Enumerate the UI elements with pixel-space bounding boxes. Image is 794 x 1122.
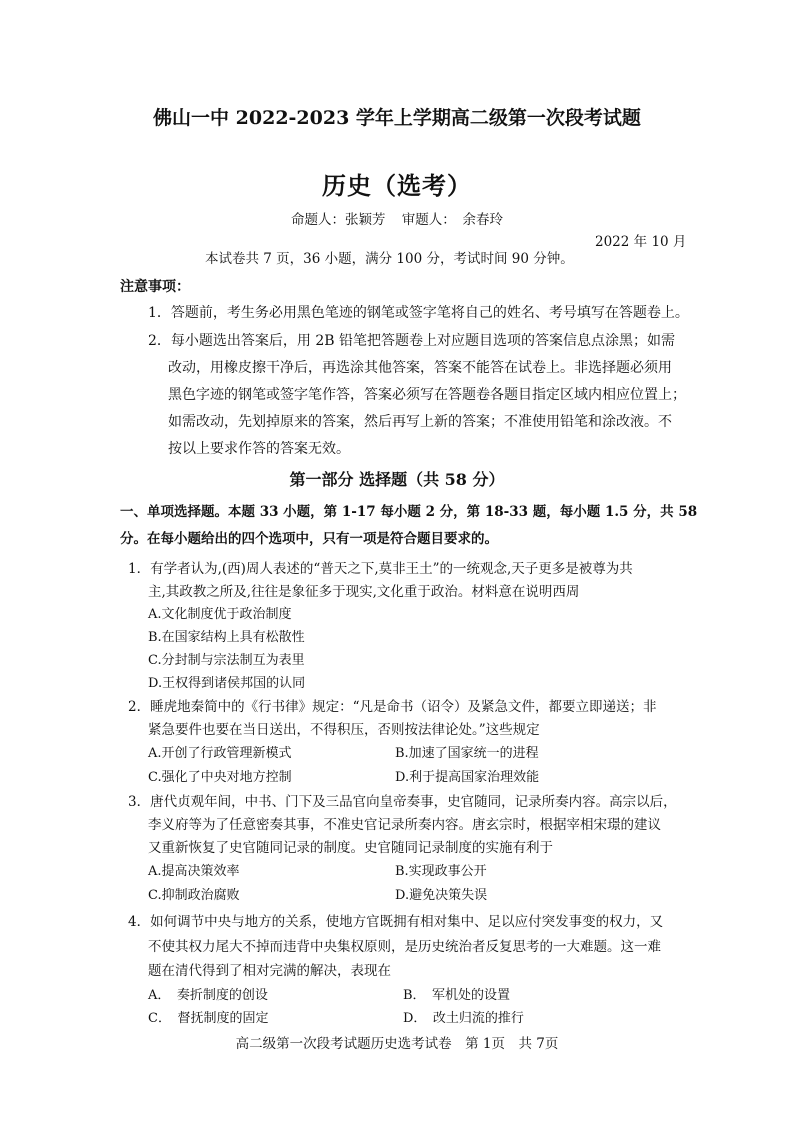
option-c: C.分封制与宗法制互为表里 [148,653,305,668]
question-stem: 3．唐代贞观年间，中书、门下及三品官向皇帝奏事，史官随同，记录所奏内容。高宗以后， [128,794,677,810]
notice-line: 1．答题前，考生务必用黑色笔迹的钢笔或签字笔将自己的姓名、考号填写在答题卷上。 [148,305,689,321]
notice-line: 按以上要求作答的答案无效。 [168,441,350,457]
notice-line: 黑色字迹的钢笔或签字笔作答，答案必须写在答题卷各题目指定区域内相应位置上； [168,387,686,403]
section-instruction: 分。在每小题给出的四个选项中，只有一项是符合题目要求的。 [120,531,498,547]
notice-line: 2．每小题选出答案后，用 2B 铅笔把答题卷上对应题目选项的答案信息点涂黑；如需 [148,333,676,349]
exam-subtitle: 历史（选考） [322,171,472,200]
option-d: D.避免决策失误 [395,888,488,903]
question-stem: 紧急要件也要在当日送出，不得积压，否则按法律论处。”这些规定 [148,722,540,738]
notice-line: 改动，用橡皮擦干净后，再选涂其他答案，答案不能答在试卷上。非选择题必须用 [168,360,672,376]
option-b: B.在国家结构上具有松散性 [148,630,305,645]
notice-line: 如需改动，先划掉原来的答案，然后再写上新的答案；不准使用铅笔和涂改液。不 [168,414,672,430]
authors-line [0,208,794,228]
option-c: C.抑制政治腐败 [148,888,240,903]
notice-title: 注意事项： [120,279,190,295]
option-c: C.强化了中央对地方控制 [148,770,292,785]
question-stem: 又重新恢复了史官随同记录的制度。史官随同记录制度的实施有利于 [148,840,553,856]
question-stem: 2．睡虎地秦简中的《行书律》规定：“凡是命书（诏令）及紧急文件，都要立即递送；非 [128,699,657,715]
question-stem: 不使其权力尾大不掉而违背中央集权原则，是历史统治者反复思考的一大难题。这一难 [148,939,661,955]
question-stem: 题在清代得到了相对完满的解决，表现在 [148,963,391,979]
exam-info: 本试卷共 7 页，36 小题，满分 100 分，考试时间 90 分钟。 [205,251,574,267]
part-title: 第一部分 选择题（共 58 分） [289,470,505,489]
option-d: D.利于提高国家治理效能 [395,770,540,785]
question-stem: 1．有学者认为,(西)周人表述的“普天之下,莫非王土”的一统观念,天子更多是被尊为共 [128,561,633,577]
option-d: D． 改土归流的推行 [403,1011,524,1026]
option-a: A.开创了行政管理新模式 [148,746,292,761]
question-stem: 李义府等为了任意密奏其事，不准史官记录所奏内容。唐玄宗时，根据宰相宋璟的建议 [148,817,661,833]
page-footer: 高二级第一次段考试题历史选考试卷 第 1页 共 7页 [235,1036,559,1052]
option-a: A.文化制度优于政治制度 [148,607,292,622]
exam-date: 2022 年 10 月 [595,234,687,250]
reviewer: 审题人： 余春玲 [401,212,504,228]
option-a: A.提高决策效率 [148,864,240,879]
proposer: 命题人：张颖芳 [290,212,386,228]
question-stem: 4．如何调节中央与地方的关系，使地方官既拥有相对集中、足以应付突发事变的权力，又 [128,914,664,930]
option-b: B.加速了国家统一的进程 [395,746,539,761]
exam-title: 佛山一中 2022-2023 学年上学期高二级第一次段考试题 [153,107,641,129]
option-b: B.实现政事公开 [395,864,487,879]
option-b: B． 军机处的设置 [403,988,511,1003]
question-stem: 主,其政教之所及,往往是象征多于现实,文化重于政治。材料意在说明西周 [148,584,580,600]
option-d: D.王权得到诸侯邦国的认同 [148,676,306,691]
option-c: C． 督抚制度的固定 [148,1011,269,1026]
section-instruction: 一、单项选择题。本题 33 小题，第 1-17 每小题 2 分，第 18-33 题，每小题 1.5 分，共 58 [120,504,698,520]
option-a: A． 奏折制度的创设 [148,988,268,1003]
